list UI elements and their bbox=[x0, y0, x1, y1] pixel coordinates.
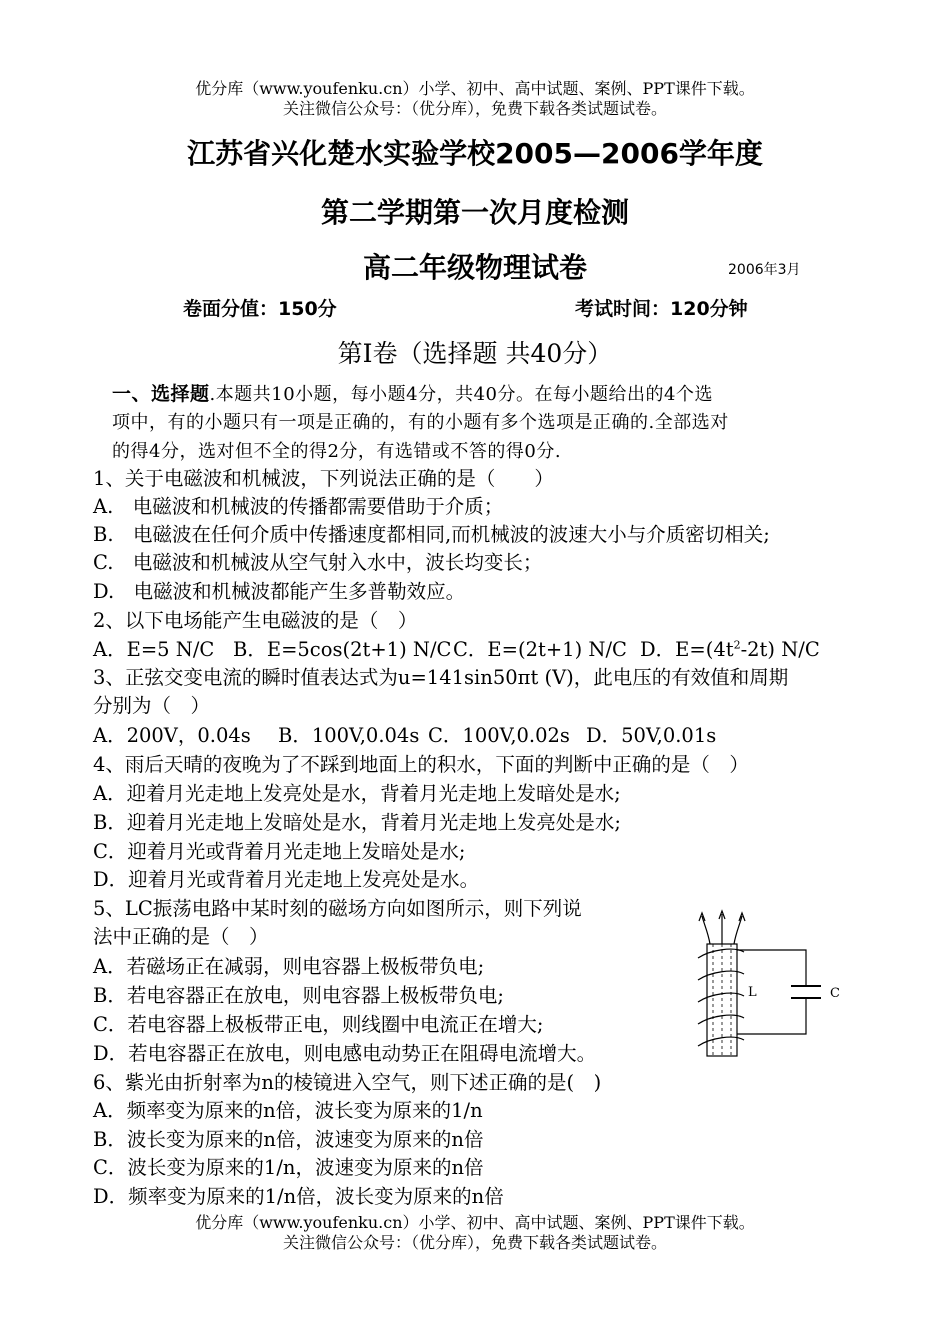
header-watermark-line1: 优分库（www.youfenku.cn）小学、初中、高中试题、案例、PPT课件下载。 bbox=[195, 79, 755, 98]
q2-option-c: C．E=(2t+1) N/C bbox=[453, 638, 627, 661]
q3-option-b: B．100V,0.04s bbox=[278, 724, 420, 747]
q5-option-a: A．若磁场正在减弱，则电容器上极板带负电; bbox=[93, 955, 485, 978]
wire-bottom bbox=[737, 998, 806, 1034]
footer-watermark-line1: 优分库（www.youfenku.cn）小学、初中、高中试题、案例、PPT课件下载。 bbox=[195, 1213, 755, 1232]
q4-option-a: A．迎着月光走地上发亮处是水，背着月光走地上发暗处是水; bbox=[93, 782, 621, 805]
q3-stem-line1: 3、正弦交变电流的瞬时值表达式为u=141sin50πt (V)，此电压的有效值和周期 bbox=[93, 666, 789, 689]
q5-option-d: D．若电容器正在放电，则电感电动势正在阻碍电流增大。 bbox=[93, 1042, 597, 1065]
q3-option-d: D．50V,0.01s bbox=[586, 724, 717, 747]
exam-duration: 考试时间：120分钟 bbox=[575, 298, 748, 320]
q4-option-c: C．迎着月光或背着月光走地上发暗处是水; bbox=[93, 840, 466, 863]
q4-option-b: B．迎着月光走地上发暗处是水，背着月光走地上发亮处是水; bbox=[93, 811, 621, 834]
instructions-heading: 一、选择题 bbox=[112, 383, 210, 405]
q6-stem: 6、紫光由折射率为n的棱镜进入空气，则下述正确的是( ) bbox=[93, 1071, 602, 1094]
instructions-text1: .本题共10小题，每小题4分，共40分。在每小题给出的4个选 bbox=[209, 384, 713, 405]
q2-option-d-post: -2t) N/C bbox=[740, 638, 820, 661]
footer-watermark-line2: 关注微信公众号：（优分库），免费下载各类试题试卷。 bbox=[282, 1233, 667, 1252]
label-capacitor: C bbox=[830, 986, 840, 1001]
q1-option-b: B. 电磁波在任何介质中传播速度都相同,而机械波的波速大小与介质密切相关; bbox=[93, 523, 770, 546]
q5-option-b: B．若电容器正在放电，则电容器上极板带负电; bbox=[93, 984, 504, 1007]
q5-stem-line2: 法中正确的是（ ） bbox=[93, 925, 269, 948]
exam-date: 2006年3月 bbox=[728, 262, 801, 278]
q1-option-d: D. 电磁波和机械波都能产生多普勒效应。 bbox=[93, 580, 466, 603]
label-inductor: L bbox=[748, 985, 757, 1000]
q3-option-a: A．200V，0.04s bbox=[93, 724, 251, 747]
q1-stem: 1、关于电磁波和机械波，下列说法正确的是（ ） bbox=[93, 467, 554, 490]
exam-title-line1: 江苏省兴化楚水实验学校2005—2006学年度 bbox=[187, 137, 763, 170]
exam-title-line2: 第二学期第一次月度检测 bbox=[320, 196, 629, 229]
instructions-line1 bbox=[112, 380, 713, 409]
q1-option-c: C. 电磁波和机械波从空气射入水中，波长均变长； bbox=[93, 551, 543, 574]
q5-option-c: C．若电容器上极板带正电，则线圈中电流正在增大; bbox=[93, 1013, 544, 1036]
q2-option-d-sup: 2 bbox=[733, 638, 741, 652]
q4-stem: 4、雨后天晴的夜晚为了不踩到地面上的积水，下面的判断中正确的是（ ） bbox=[93, 753, 749, 776]
q2-option-b: B．E=5cos(2t+1) N/C bbox=[233, 638, 452, 661]
instructions-line3: 的得4分，选对但不全的得2分，有选错或不答的得0分. bbox=[112, 441, 562, 462]
field-line-right bbox=[734, 916, 742, 944]
field-line-left bbox=[702, 916, 710, 944]
q3-option-c: C．100V,0.02s bbox=[428, 724, 570, 747]
exam-title-line3: 高二年级物理试卷 bbox=[362, 251, 587, 284]
section-title: 第I卷（选择题 共40分） bbox=[337, 339, 613, 368]
q1-option-a: A. 电磁波和机械波的传播都需要借助于介质； bbox=[93, 495, 504, 518]
q2-stem: 2、以下电场能产生电磁波的是（ ） bbox=[93, 609, 418, 632]
q2-option-d bbox=[640, 636, 820, 664]
q5-stem-line1: 5、LC振荡电路中某时刻的磁场方向如图所示，则下列说 bbox=[93, 897, 582, 920]
q6-option-b: B．波长变为原来的n倍，波速变为原来的n倍 bbox=[93, 1128, 484, 1151]
q6-option-c: C．波长变为原来的1/n，波速变为原来的n倍 bbox=[93, 1156, 484, 1179]
q3-stem-line2: 分别为（ ） bbox=[93, 694, 211, 717]
wire-top bbox=[737, 950, 806, 986]
q6-option-d: D．频率变为原来的1/n倍，波长变为原来的n倍 bbox=[93, 1185, 504, 1208]
header-watermark-line2: 关注微信公众号：（优分库），免费下载各类试题试卷。 bbox=[282, 99, 667, 118]
q4-option-d: D．迎着月光或背着月光走地上发亮处是水。 bbox=[93, 868, 480, 891]
lc-circuit-figure bbox=[690, 908, 850, 1060]
total-score: 卷面分值：150分 bbox=[183, 298, 337, 320]
instructions-line2: 项中，有的小题只有一项是正确的，有的小题有多个选项是正确的.全部选对 bbox=[112, 412, 729, 433]
q2-option-d-pre: D．E=(4t bbox=[640, 638, 734, 661]
q2-option-a: A．E=5 N/C bbox=[93, 638, 215, 661]
q6-option-a: A．频率变为原来的n倍，波长变为原来的1/n bbox=[93, 1099, 483, 1122]
